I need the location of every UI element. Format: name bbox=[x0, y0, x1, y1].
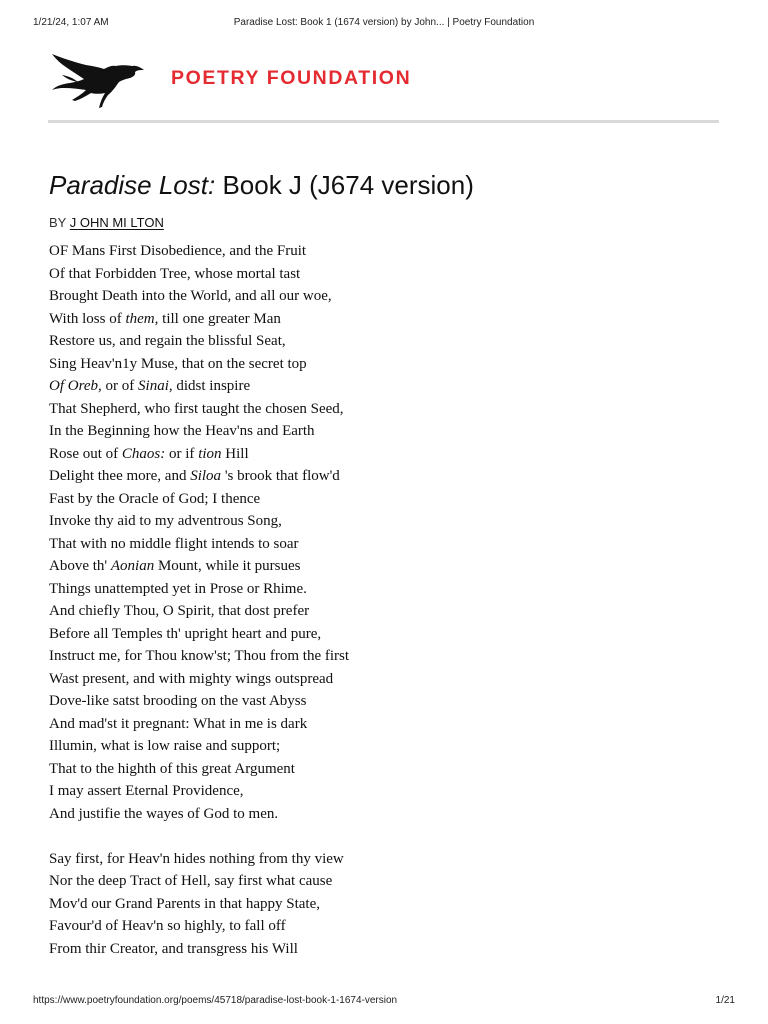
poem-line bbox=[49, 353, 709, 376]
print-url: https://www.poetryfoundation.org/poems/45718/paradise-lost-book-1-1674-version bbox=[33, 995, 398, 1006]
poem-line bbox=[49, 420, 709, 443]
stanza-break bbox=[49, 825, 709, 848]
poem-line-segment: Instruct me, for Thou know'st; Thou from the first bbox=[49, 648, 350, 664]
poem-line-italic-segment: Of Oreb, bbox=[49, 378, 102, 394]
poem-line bbox=[49, 263, 709, 286]
poem-line-italic-segment: them, bbox=[125, 310, 159, 327]
header-divider bbox=[48, 120, 719, 123]
poem-title-italic: Paradise Lost: bbox=[49, 170, 216, 200]
poem-line-segment: or if bbox=[165, 445, 199, 462]
poem-line bbox=[49, 600, 709, 623]
poem-line-segment: And mad'st it pregnant: What in me is dark bbox=[49, 715, 308, 732]
poem-line-segment: Illumin, what is low raise and support; bbox=[49, 738, 281, 754]
poem-line bbox=[49, 240, 709, 263]
poem-line-italic-segment: Sinai, bbox=[138, 378, 173, 394]
poem-line-segment: Sing Heav'n1y Muse, that on the secret top bbox=[49, 355, 307, 372]
poem-line bbox=[49, 375, 709, 398]
poem-line bbox=[49, 285, 709, 308]
poem-line bbox=[49, 488, 709, 511]
poem-title bbox=[49, 170, 474, 201]
poem-line-italic-segment: Siloa bbox=[190, 468, 222, 484]
poem-line-segment: Before all Temples th' upright heart and pure, bbox=[49, 625, 322, 642]
poem-line-segment: till one greater Man bbox=[158, 310, 281, 327]
poem-line-segment: or of bbox=[101, 378, 139, 394]
poem-line bbox=[49, 578, 709, 601]
poem-line-segment: Mount, while it pursues bbox=[154, 558, 301, 574]
poem-line-segment: Delight thee more, and bbox=[49, 468, 191, 484]
poem-line-segment: That to the highth of this great Argument bbox=[49, 760, 295, 777]
poem-line-segment: And chiefly Thou, O Spirit, that dost prefer bbox=[49, 603, 310, 619]
byline bbox=[49, 215, 164, 230]
poem-line bbox=[49, 443, 709, 466]
poem-line bbox=[49, 330, 709, 353]
poem-line-segment: I may assert Eternal Providence, bbox=[49, 783, 244, 799]
poem-line-segment: Above th' bbox=[49, 558, 111, 574]
logo-wordmark: POETRY FOUNDATION bbox=[171, 67, 412, 89]
poem-line bbox=[49, 870, 709, 893]
poem-line-italic-segment: Aonian bbox=[110, 558, 155, 574]
poem-line bbox=[49, 780, 709, 803]
poem-line-segment: OF Mans First Disobedience, and the Fruit bbox=[49, 243, 307, 259]
poem-line-segment: Things unattempted yet in Prose or Rhime. bbox=[49, 580, 307, 597]
poem-line-italic-segment: tion bbox=[198, 445, 222, 462]
poem-line bbox=[49, 915, 709, 938]
poem-line bbox=[49, 510, 709, 533]
poem-line-segment: Restore us, and regain the blissful Seat, bbox=[49, 333, 286, 349]
poem-line-segment: From thir Creator, and transgress his Will bbox=[49, 940, 298, 957]
poem-line-segment: Wast present, and with mighty wings outspread bbox=[49, 670, 334, 687]
print-date: 1/21/24, 1:07 AM bbox=[33, 17, 109, 28]
poem-line bbox=[49, 690, 709, 713]
poem-line-segment: That Shepherd, who first taught the chosen Seed, bbox=[49, 400, 344, 417]
poem-line-segment: Brought Death into the World, and all our woe, bbox=[49, 288, 332, 304]
print-header bbox=[33, 17, 735, 31]
poem-line-segment: Hill bbox=[221, 445, 249, 462]
poem-body bbox=[49, 240, 709, 960]
poem-line bbox=[49, 465, 709, 488]
poem-line bbox=[49, 713, 709, 736]
poem-line bbox=[49, 623, 709, 646]
poem-line-segment: Mov'd our Grand Parents in that happy State, bbox=[49, 895, 320, 912]
poem-line-segment: Invoke thy aid to my adventrous Song, bbox=[49, 513, 282, 529]
poem-line-segment: With loss of bbox=[49, 310, 126, 327]
poem-title-rest: Book J (J674 version) bbox=[215, 170, 474, 200]
poem-line-segment: didst inspire bbox=[172, 378, 251, 394]
poem-line-segment: Favour'd of Heav'n so highly, to fall off bbox=[49, 918, 286, 934]
poem-line bbox=[49, 398, 709, 421]
poem-line bbox=[49, 308, 709, 331]
print-page-number: 1/21 bbox=[715, 995, 735, 1006]
poem-line bbox=[49, 533, 709, 556]
poem-line bbox=[49, 938, 709, 961]
byline-label: BY bbox=[49, 215, 70, 230]
poem-line bbox=[49, 758, 709, 781]
poem-line-segment: Rose out of bbox=[49, 445, 122, 462]
print-footer bbox=[33, 995, 735, 1009]
poem-line-segment: And justifie the wayes of God to men. bbox=[49, 805, 279, 822]
print-page-title: Paradise Lost: Book 1 (1674 version) by John... | Poetry Foundation bbox=[233, 17, 535, 28]
poem-line-segment: Fast by the Oracle of God; I thence bbox=[49, 490, 261, 507]
poem-line-segment: In the Beginning how the Heav'ns and Earth bbox=[49, 423, 315, 439]
poem-line bbox=[49, 668, 709, 691]
poem-line-segment: That with no middle flight intends to soar bbox=[49, 535, 299, 552]
poem-line bbox=[49, 645, 709, 668]
poem-line-segment: Say first, for Heav'n hides nothing from thy view bbox=[49, 850, 344, 867]
poem-line-segment: Dove-like satst brooding on the vast Abyss bbox=[49, 693, 307, 709]
poem-line bbox=[49, 735, 709, 758]
author-link[interactable]: J OHN MI LTON bbox=[69, 215, 164, 230]
poem-line bbox=[49, 803, 709, 826]
poem-line bbox=[49, 555, 709, 578]
poem-line bbox=[49, 848, 709, 871]
pegasus-icon bbox=[48, 48, 148, 110]
poem-line-italic-segment: Chaos: bbox=[121, 445, 166, 462]
poem-line-segment: Nor the deep Tract of Hell, say first what cause bbox=[49, 873, 333, 889]
site-logo[interactable] bbox=[48, 48, 448, 110]
poem-line bbox=[49, 893, 709, 916]
poem-line-segment: Of that Forbidden Tree, whose mortal tast bbox=[49, 265, 301, 282]
poem-line-segment: 's brook that flow'd bbox=[221, 468, 340, 484]
